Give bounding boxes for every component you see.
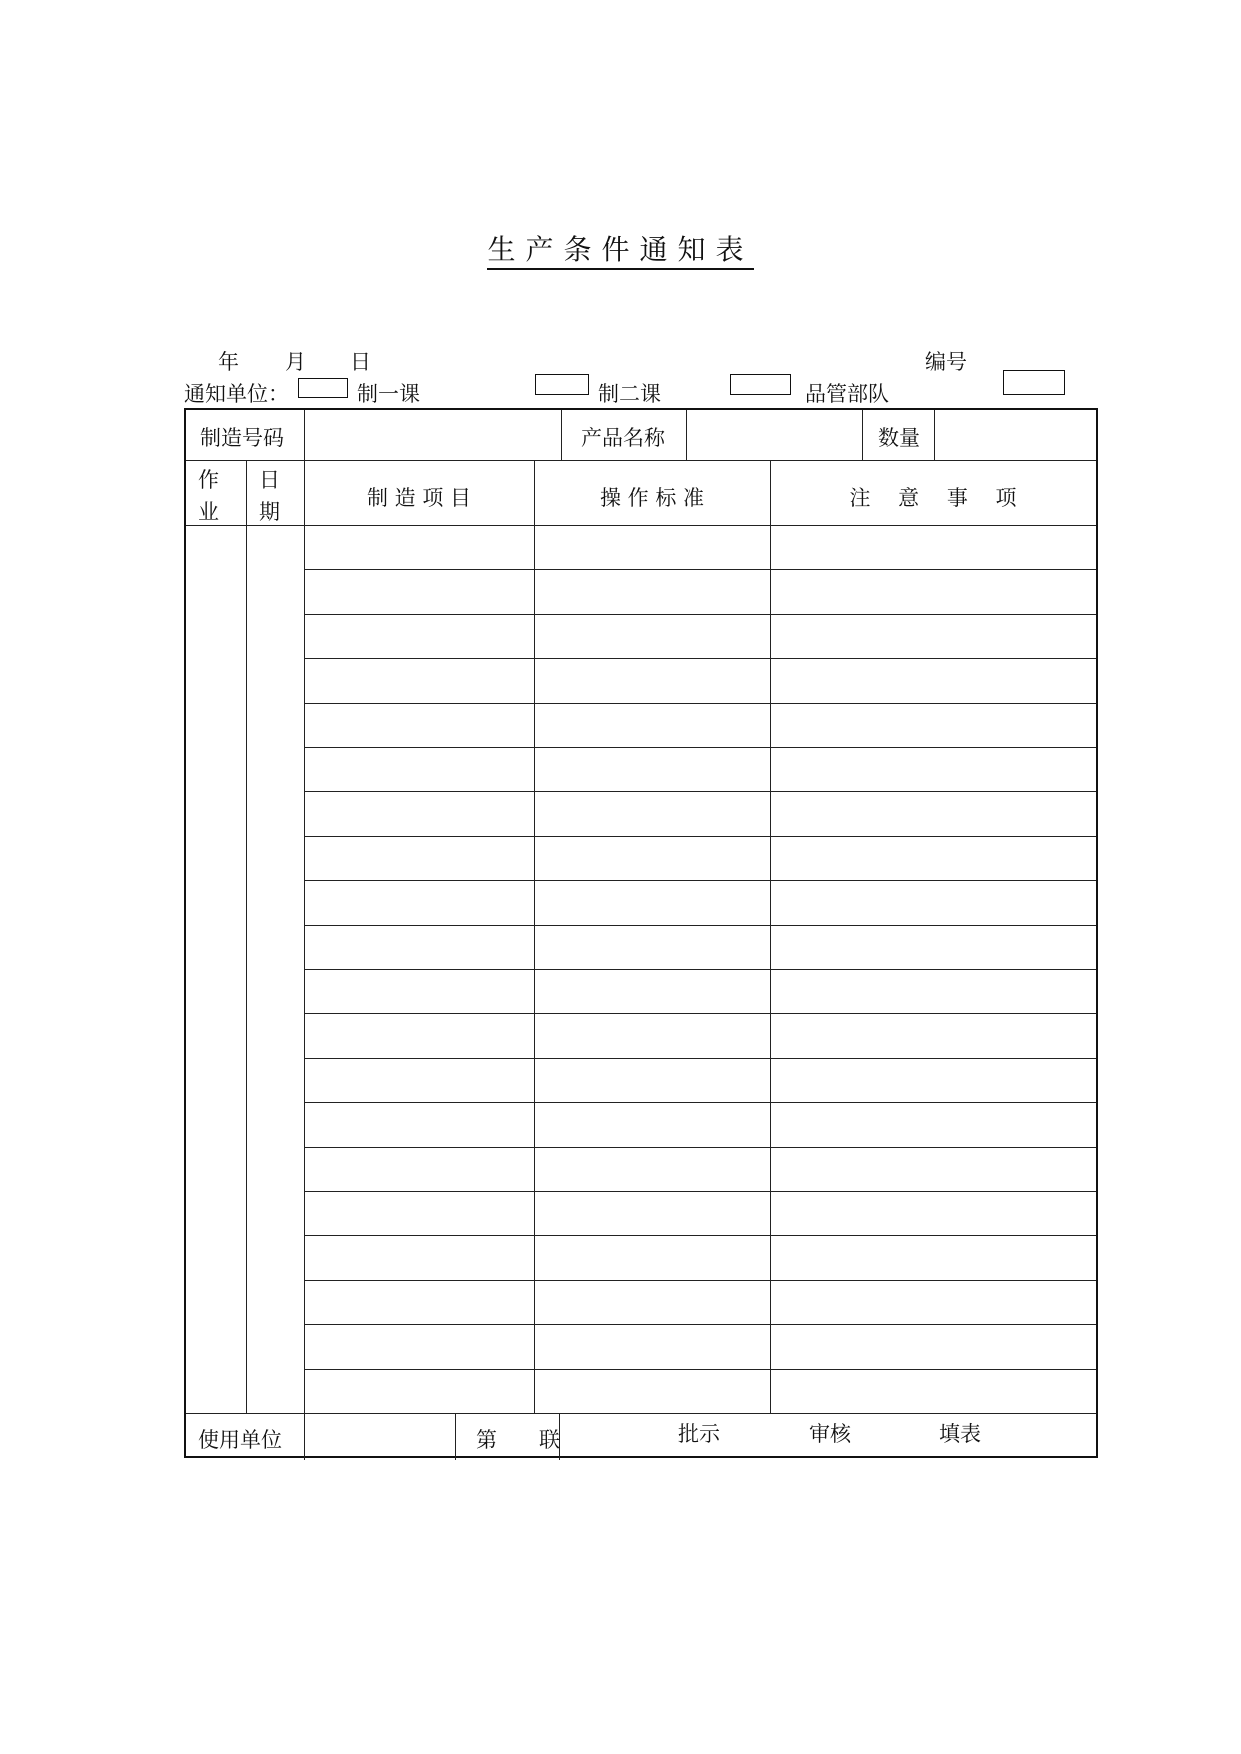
divider-v — [246, 460, 247, 1414]
standard-cell[interactable] — [534, 569, 770, 613]
item-cell[interactable] — [304, 1235, 534, 1279]
notes-cell[interactable] — [770, 1324, 1096, 1368]
standard-cell[interactable] — [534, 791, 770, 835]
standard-cell[interactable] — [534, 1369, 770, 1413]
item-cell[interactable] — [304, 969, 534, 1013]
standard-cell[interactable] — [534, 1324, 770, 1368]
col-ye: 业 — [198, 500, 219, 524]
notify-unit-label: 通知单位： — [184, 382, 289, 406]
notes-cell[interactable] — [770, 880, 1096, 924]
divider-v — [561, 410, 562, 460]
form-title: 生产条件通知表 — [0, 228, 1241, 268]
notes-cell[interactable] — [770, 658, 1096, 702]
standard-cell[interactable] — [534, 969, 770, 1013]
use-unit-label: 使用单位 — [198, 1428, 282, 1452]
item-cell[interactable] — [304, 1147, 534, 1191]
year-label: 年 — [218, 350, 239, 374]
option-label-1: 制一课 — [357, 382, 420, 406]
notes-cell[interactable] — [770, 614, 1096, 658]
notes-cell[interactable] — [770, 1191, 1096, 1235]
notes-cell[interactable] — [770, 836, 1096, 880]
standard-cell[interactable] — [534, 703, 770, 747]
item-cell[interactable] — [304, 525, 534, 569]
item-cell[interactable] — [304, 791, 534, 835]
option-checkbox-2[interactable] — [535, 374, 589, 395]
option-checkbox-3[interactable] — [730, 374, 791, 395]
col-header-standard: 操 作 标 准 — [599, 486, 705, 510]
item-cell[interactable] — [304, 925, 534, 969]
quantity-field[interactable] — [936, 410, 1096, 460]
item-cell[interactable] — [304, 747, 534, 791]
standard-cell[interactable] — [534, 1235, 770, 1279]
mfg-no-field[interactable] — [304, 410, 560, 460]
item-cell[interactable] — [304, 880, 534, 924]
notes-cell[interactable] — [770, 747, 1096, 791]
standard-cell[interactable] — [534, 925, 770, 969]
standard-cell[interactable] — [534, 1102, 770, 1146]
divider-v — [934, 410, 935, 460]
fill-label: 填表 — [939, 1422, 981, 1446]
standard-cell[interactable] — [534, 1280, 770, 1324]
notes-cell[interactable] — [770, 569, 1096, 613]
notes-cell[interactable] — [770, 1058, 1096, 1102]
form-table — [184, 408, 1098, 1458]
standard-cell[interactable] — [534, 614, 770, 658]
notes-cell[interactable] — [770, 791, 1096, 835]
option-label-3: 品管部队 — [805, 382, 889, 406]
item-cell[interactable] — [304, 1013, 534, 1057]
day-label: 日 — [350, 350, 371, 374]
item-cell[interactable] — [304, 703, 534, 747]
notes-cell[interactable] — [770, 925, 1096, 969]
standard-cell[interactable] — [534, 836, 770, 880]
standard-cell[interactable] — [534, 1013, 770, 1057]
standard-cell[interactable] — [534, 525, 770, 569]
review-label: 审核 — [809, 1422, 851, 1446]
product-name-label: 产品名称 — [581, 426, 665, 450]
month-label: 月 — [285, 350, 306, 374]
item-cell[interactable] — [304, 1102, 534, 1146]
item-cell[interactable] — [304, 836, 534, 880]
notes-cell[interactable] — [770, 1369, 1096, 1413]
standard-cell[interactable] — [534, 1147, 770, 1191]
col-header-items: 制 造 项 目 — [366, 486, 472, 510]
standard-cell[interactable] — [534, 1058, 770, 1102]
option-label-2: 制二课 — [598, 382, 661, 406]
option-checkbox-1[interactable] — [298, 378, 348, 398]
divider-v — [862, 410, 863, 460]
item-cell[interactable] — [304, 1191, 534, 1235]
divider-header-1 — [186, 460, 1096, 461]
standard-cell[interactable] — [534, 880, 770, 924]
col-qi: 期 — [259, 500, 280, 524]
number-label: 编号 — [925, 350, 967, 374]
divider-v — [455, 1414, 456, 1460]
item-cell[interactable] — [304, 569, 534, 613]
quantity-label: 数量 — [878, 426, 920, 450]
notes-cell[interactable] — [770, 1280, 1096, 1324]
notes-cell[interactable] — [770, 1235, 1096, 1279]
product-name-field[interactable] — [686, 410, 861, 460]
use-unit-field[interactable] — [304, 1413, 454, 1457]
col-header-notes: 注 意 事 项 — [849, 486, 1017, 510]
notes-cell[interactable] — [770, 1147, 1096, 1191]
standard-cell[interactable] — [534, 1191, 770, 1235]
standard-cell[interactable] — [534, 747, 770, 791]
item-cell[interactable] — [304, 614, 534, 658]
copy-label: 第 联 — [476, 1428, 560, 1452]
approve-label: 批示 — [678, 1422, 720, 1446]
notes-cell[interactable] — [770, 1013, 1096, 1057]
mfg-no-label: 制造号码 — [200, 426, 284, 450]
item-cell[interactable] — [304, 1058, 534, 1102]
notes-cell[interactable] — [770, 525, 1096, 569]
item-cell[interactable] — [304, 1324, 534, 1368]
item-cell[interactable] — [304, 1369, 534, 1413]
item-cell[interactable] — [304, 1280, 534, 1324]
standard-cell[interactable] — [534, 658, 770, 702]
number-input-box[interactable] — [1003, 370, 1065, 395]
notes-cell[interactable] — [770, 969, 1096, 1013]
notes-cell[interactable] — [770, 703, 1096, 747]
col-zuo: 作 — [198, 468, 219, 492]
notes-cell[interactable] — [770, 1102, 1096, 1146]
item-cell[interactable] — [304, 658, 534, 702]
col-ri: 日 — [259, 468, 280, 492]
